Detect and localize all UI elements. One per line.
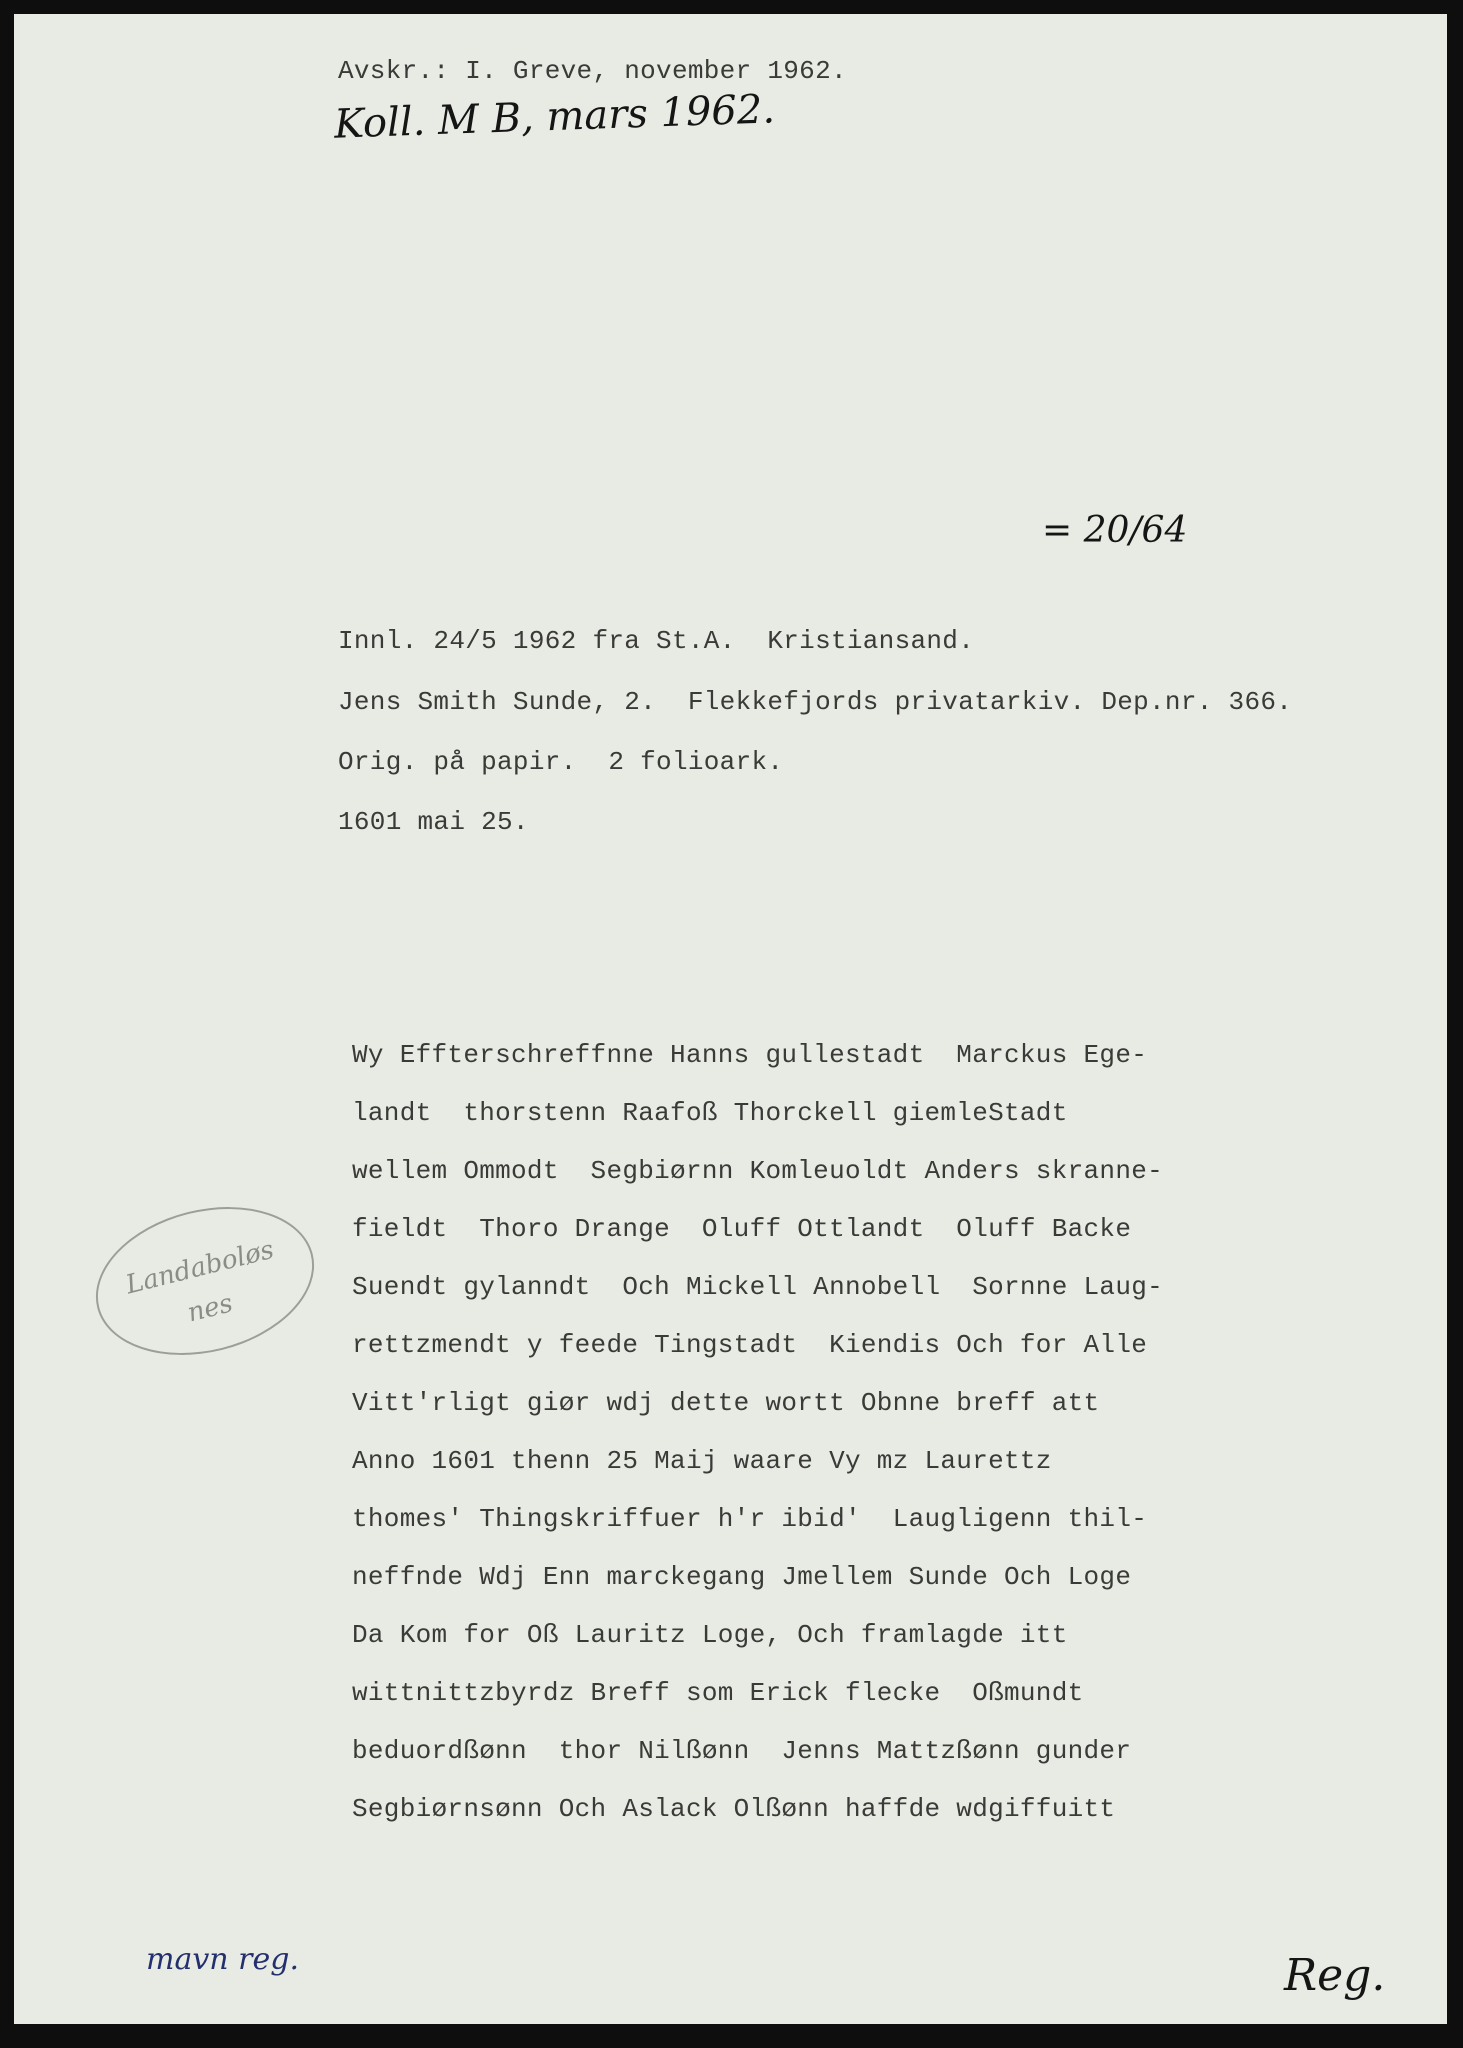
body-line: Da Kom for Oß Lauritz Loge, Och framlagde itt xyxy=(352,1620,1068,1650)
body-line: beduordßønn thor Nilßønn Jenns Mattzßønn gunder xyxy=(352,1736,1132,1766)
body-line: wellem Ommodt Segbiørnn Komleuoldt Anders skranne- xyxy=(352,1156,1164,1186)
meta-line-date: 1601 mai 25. xyxy=(338,807,529,837)
body-line: landt thorstenn Raafoß Thorckell giemleStadt xyxy=(352,1098,1068,1128)
transcription-note: Avskr.: I. Greve, november 1962. xyxy=(338,56,847,86)
body-line: neffnde Wdj Enn marckegang Jmellem Sunde Och Loge xyxy=(352,1562,1132,1592)
body-line: Vitt'rligt giør wdj dette wortt Obnne breff att xyxy=(352,1388,1100,1418)
meta-line-received: Innl. 24/5 1962 fra St.A. Kristiansand. xyxy=(338,626,975,656)
document-page xyxy=(14,14,1447,2024)
body-line: Wy Efftersch​reffnne Hanns gullestadt Marckus Ege- xyxy=(352,1040,1148,1070)
footer-left-note-handwritten: mavn reg. xyxy=(146,1942,299,1977)
collation-note-handwritten: Koll. M B, mars 1962. xyxy=(333,86,776,148)
meta-line-archive: Jens Smith Sunde, 2. Flekkefjords privatarkiv. Dep.nr. 366. xyxy=(338,687,1293,717)
body-line: Segbiørnsønn Och Aslack Olßønn haffde wdgiffuitt xyxy=(352,1794,1116,1824)
meta-line-original: Orig. på papir. 2 folioark. xyxy=(338,747,784,777)
body-line: fieldt Thoro Drange Oluff Ottlandt Oluff Backe xyxy=(352,1214,1132,1244)
margin-note-handwritten: Landaboløs nes xyxy=(122,1234,277,1329)
body-line: thomes' Thingskriffuer h'r ibid' Laugligenn thil- xyxy=(352,1504,1148,1534)
body-line: Suendt gylanndt Och Mickell Annobell Sornne Laug- xyxy=(352,1272,1164,1302)
footer-right-note-handwritten: Reg. xyxy=(1284,1950,1386,2001)
body-line: rettzmendt y feede Tingstadt Kiendis Och for Alle xyxy=(352,1330,1148,1360)
reference-number-handwritten: = 20/64 xyxy=(1042,510,1188,551)
body-line: wittnittzbyrdz Breff som Erick flecke Oßmundt xyxy=(352,1678,1084,1708)
body-line: Anno 1601 thenn 25 Maij waare Vy mz Laurettz xyxy=(352,1446,1052,1476)
